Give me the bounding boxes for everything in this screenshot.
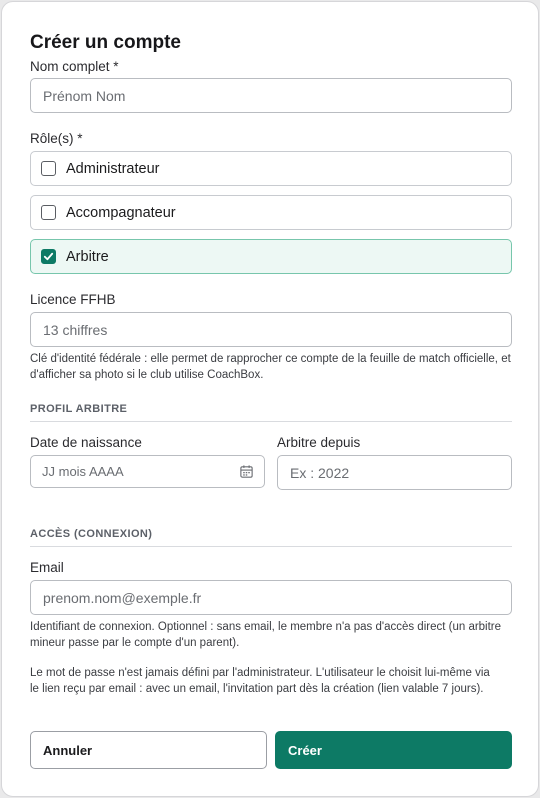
role-option-administrateur[interactable] xyxy=(30,151,512,186)
full-name-label: Nom complet * xyxy=(30,59,119,74)
checkbox-accompagnateur[interactable] xyxy=(41,205,56,220)
birth-date-placeholder: JJ mois AAAA xyxy=(42,464,124,479)
calendar-icon[interactable] xyxy=(239,464,254,479)
licence-label: Licence FFHB xyxy=(30,292,116,307)
email-label: Email xyxy=(30,560,64,575)
licence-input[interactable] xyxy=(30,312,512,347)
email-placeholder: prenom.nom@exemple.fr xyxy=(43,589,202,606)
email-input[interactable] xyxy=(30,580,512,615)
role-label-administrateur: Administrateur xyxy=(66,160,160,177)
email-help-text: Identifiant de connexion. Optionnel : sans email, le membre n'a pas d'accès direct (un arbitre mineur passe par le compte d'un parent). xyxy=(30,621,502,649)
licence-help-text: Clé d'identité fédérale : elle permet de rapprocher ce compte de la feuille de match officielle, et d'afficher sa photo si le club utilise CoachBox. xyxy=(30,353,511,381)
checkbox-administrateur[interactable] xyxy=(41,161,56,176)
create-button[interactable]: Créer xyxy=(275,731,512,769)
referee-since-input[interactable] xyxy=(277,455,512,490)
birth-date-input[interactable] xyxy=(30,455,265,488)
password-help-text: Le mot de passe n'est jamais défini par l'administrateur. L'utilisateur le choisit lui-même via le lien reçu par email : avec un email, l'invitation part dès la création (lien valable 7 jours). xyxy=(30,667,490,695)
role-option-arbitre[interactable] xyxy=(30,239,512,274)
section-title-referee-profile: PROFIL ARBITRE xyxy=(30,403,128,415)
checkmark-icon xyxy=(43,251,54,262)
referee-since-placeholder: Ex : 2022 xyxy=(290,464,350,481)
modal-title: Créer un compte xyxy=(30,32,181,53)
birth-date-label: Date de naissance xyxy=(30,435,142,450)
full-name-placeholder: Prénom Nom xyxy=(43,87,126,104)
role-option-accompagnateur[interactable] xyxy=(30,195,512,230)
section-divider xyxy=(30,546,512,547)
cancel-button[interactable]: Annuler xyxy=(30,731,267,769)
full-name-input[interactable] xyxy=(30,78,512,113)
section-title-access: ACCÈS (CONNEXION) xyxy=(30,528,153,540)
role-label-arbitre: Arbitre xyxy=(66,248,109,265)
referee-since-label: Arbitre depuis xyxy=(277,435,361,450)
roles-label: Rôle(s) * xyxy=(30,131,83,146)
licence-placeholder: 13 chiffres xyxy=(43,321,108,338)
checkbox-arbitre[interactable] xyxy=(41,249,56,264)
section-divider xyxy=(30,421,512,422)
create-account-modal xyxy=(1,1,539,797)
role-label-accompagnateur: Accompagnateur xyxy=(66,204,176,221)
